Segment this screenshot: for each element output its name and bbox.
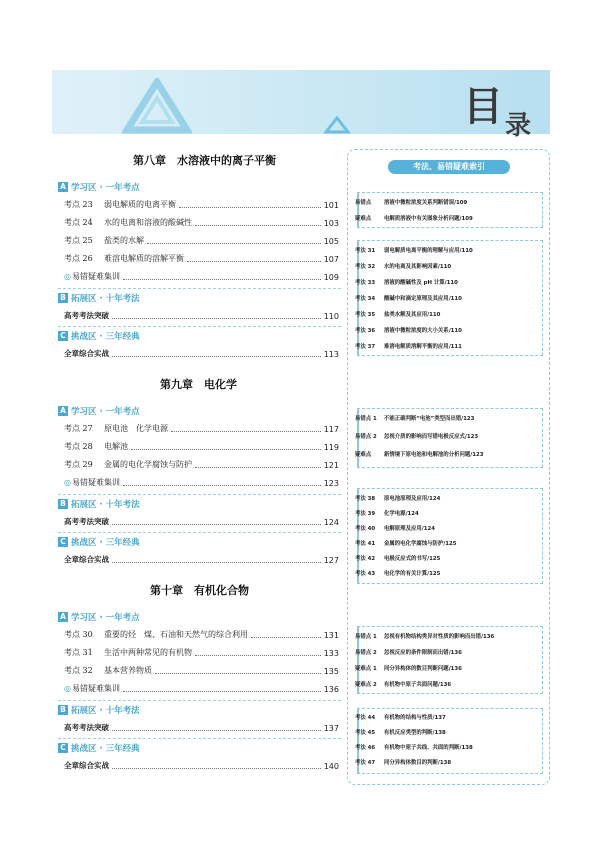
index-item[interactable]: 疑难点 1 同分异构体的数目判断问题/136 bbox=[355, 666, 462, 672]
index-item[interactable]: 考法 47 同分异构体数目的判断/138 bbox=[355, 760, 452, 766]
toc-row[interactable]: ◎易错疑难集训 109 bbox=[64, 272, 339, 282]
ch8-section-b: B 拓展区 · 十年考法 bbox=[58, 292, 140, 304]
ch9-section-b: B 拓展区 · 十年考法 bbox=[58, 498, 140, 510]
page-title-mu: 目 bbox=[463, 83, 503, 130]
chapter-9-title: 第九章 电化学 bbox=[160, 378, 237, 391]
toc-row[interactable]: 高考考法突破 124 bbox=[64, 517, 339, 527]
divider bbox=[58, 494, 341, 495]
divider bbox=[58, 288, 341, 289]
ch10-section-a: A 学习区 · 一年考点 bbox=[58, 611, 140, 623]
index-item[interactable]: 考法 46 有机物中原子共线、共面的判断/138 bbox=[355, 745, 473, 751]
index-item[interactable]: 考法 39 化学电源/124 bbox=[355, 511, 419, 517]
index-item[interactable]: 易错点 溶液中微粒浓度关系判断错误/109 bbox=[355, 200, 468, 206]
toc-row[interactable]: ◎易错疑难集训 123 bbox=[64, 478, 339, 488]
toc-row[interactable]: 考点 28 电解池 119 bbox=[64, 442, 339, 452]
index-item[interactable]: 考法 31 弱电解质电离平衡的理解与应用/110 bbox=[355, 248, 473, 254]
index-item[interactable]: 易错点 1 忽视有机物结构类异对性质的影响而出错/136 bbox=[355, 634, 495, 640]
index-item[interactable]: 考法 37 难溶电解质溶解平衡的应用/111 bbox=[355, 344, 462, 350]
toc-row[interactable]: ◎易错疑难集训 136 bbox=[64, 684, 339, 694]
toc-row[interactable]: 考点 23 弱电解质的电离平衡 101 bbox=[64, 200, 339, 210]
chapter-10-title: 第十章 有机化合物 bbox=[150, 584, 249, 597]
page-title-lu: 录 bbox=[505, 111, 532, 141]
toc-row[interactable]: 考点 24 水的电离和溶液的酸碱性 103 bbox=[64, 218, 339, 228]
index-item[interactable]: 易错点 1 不能正确判断“电池”类型而出错/123 bbox=[355, 416, 475, 422]
index-item[interactable]: 考法 38 原电池原理及应用/124 bbox=[355, 496, 441, 502]
toc-row[interactable]: 考点 31 生活中两种常见的有机物 133 bbox=[64, 648, 339, 658]
index-item[interactable]: 考法 35 盐类水解及其应用/110 bbox=[355, 312, 441, 318]
toc-row[interactable]: 全章综合实战 113 bbox=[64, 349, 339, 359]
index-item[interactable]: 考法 36 溶液中微粒浓度的大小关系/110 bbox=[355, 328, 462, 334]
index-item[interactable]: 易错点 2 忽视介质的影响而写错电极反应式/123 bbox=[355, 434, 479, 440]
divider bbox=[58, 532, 341, 533]
toc-row[interactable]: 高考考法突破 110 bbox=[64, 311, 339, 321]
toc-row[interactable]: 考点 25 盐类的水解 105 bbox=[64, 236, 339, 246]
index-item[interactable]: 疑难点 新情境下原电池和电解池的分析问题/123 bbox=[355, 452, 484, 458]
divider bbox=[58, 700, 341, 701]
index-item[interactable]: 考法 33 溶液的酸碱性及 pH 计算/110 bbox=[355, 280, 458, 286]
index-item[interactable]: 考法 41 金属的电化学腐蚀与防护/125 bbox=[355, 541, 457, 547]
ch10-section-c: C 挑战区 · 三年经典 bbox=[58, 742, 140, 754]
chapter-8-title: 第八章 水溶液中的离子平衡 bbox=[133, 154, 276, 167]
toc-row[interactable]: 考点 29 金属的电化学腐蚀与防护 121 bbox=[64, 460, 339, 470]
toc-row[interactable]: 考点 32 基本营养物质 135 bbox=[64, 666, 339, 676]
toc-row[interactable]: 全章综合实战 127 bbox=[64, 555, 339, 565]
index-item[interactable]: 考法 42 电极反应式的书写/125 bbox=[355, 556, 441, 562]
small-triangle-icon bbox=[324, 116, 350, 134]
ch10-section-b: B 拓展区 · 十年考法 bbox=[58, 704, 140, 716]
toc-row[interactable]: 考点 26 难溶电解质的溶解平衡 107 bbox=[64, 254, 339, 264]
toc-row[interactable]: 考点 30 重要的烃 煤、石油和天然气的综合利用 131 bbox=[64, 630, 339, 640]
index-item[interactable]: 考法 43 电化学的有关计算/125 bbox=[355, 571, 441, 577]
toc-row[interactable]: 高考考法突破 137 bbox=[64, 723, 339, 733]
ch8-section-a: A 学习区 · 一年考点 bbox=[58, 181, 140, 193]
index-item[interactable]: 考法 34 酸碱中和滴定原理及其应用/110 bbox=[355, 296, 462, 302]
index-item[interactable]: 考法 32 水的电离及其影响因素/110 bbox=[355, 264, 452, 270]
ch8-section-c: C 挑战区 · 三年经典 bbox=[58, 330, 140, 342]
index-item[interactable]: 疑难点 2 有机物中原子共面问题/136 bbox=[355, 682, 452, 688]
index-item[interactable]: 考法 44 有机物的结构与性质/137 bbox=[355, 715, 446, 721]
divider bbox=[58, 326, 341, 327]
index-item[interactable]: 考法 40 电解原理及应用/124 bbox=[355, 526, 435, 532]
toc-row[interactable]: 全章综合实战 140 bbox=[64, 761, 339, 771]
index-item[interactable]: 疑难点 电解质溶液中有关图象分析问题/109 bbox=[355, 216, 473, 222]
index-panel-title: 考法、易错疑难索引 bbox=[388, 160, 510, 174]
triangle-decoration-icon bbox=[122, 78, 192, 134]
index-item[interactable]: 易错点 2 忽视反应的条件限制而出错/136 bbox=[355, 650, 462, 656]
ch9-section-a: A 学习区 · 一年考点 bbox=[58, 405, 140, 417]
toc-row[interactable]: 考点 27 原电池 化学电源 117 bbox=[64, 424, 339, 434]
index-item[interactable]: 考法 45 有机反应类型的判断/138 bbox=[355, 730, 446, 736]
ch9-section-c: C 挑战区 · 三年经典 bbox=[58, 536, 140, 548]
divider bbox=[58, 738, 341, 739]
